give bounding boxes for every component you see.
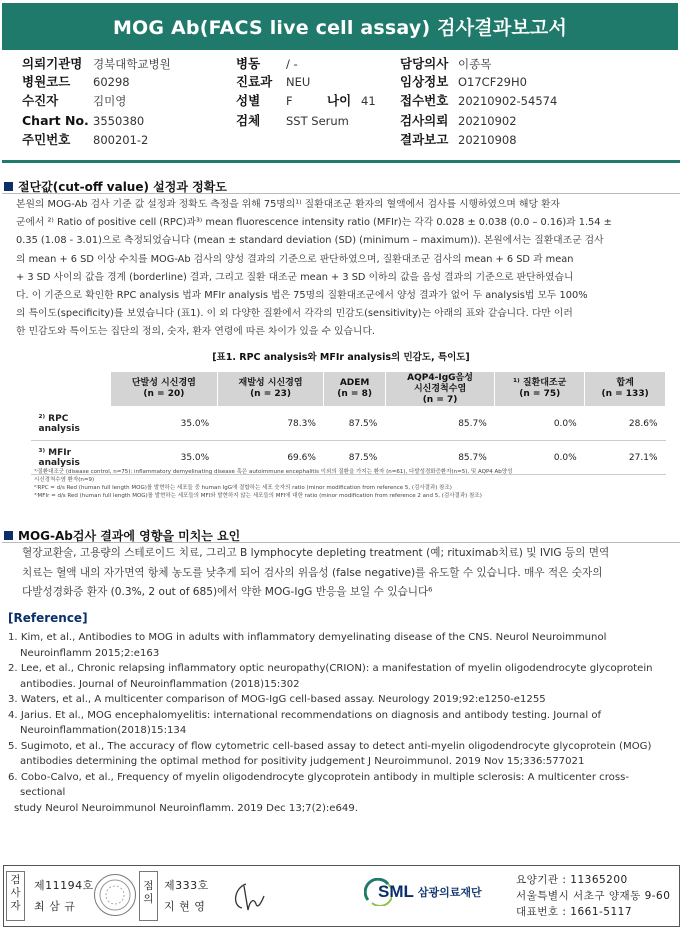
table-cell: 87.5%	[324, 441, 385, 475]
section-factors-underline	[2, 542, 680, 543]
cutoff-line: 군에서 ²⁾ Ratio of positive cell (RPC)과³⁾ mean fluorescence intensity ratio (MFIr)는 각각 0.028 ± 0.038 (0.0 – 0.16)과 1.54 ±	[16, 217, 612, 229]
sex-value: F	[286, 94, 293, 108]
reviewer-vertical-label	[139, 871, 158, 921]
header-divider	[2, 160, 680, 163]
reviewer-number: 제333호	[164, 879, 209, 892]
reference-item: 6. Cobo-Calvo, et al., Frequency of myelin oligodendrocyte glycoprotein antibody in multiple sclerosis: A multicenter cross-sectional	[8, 771, 629, 798]
reference-item: 5. Sugimoto, et al., The accuracy of flow cytometric cell-based assay to detect anti-myelin oligodendrocyte glycoprotein (MOG) antibodies determining the optimal method for positivity judgement J Neuroimmunol. 2019 Nov 15;336:577021	[8, 740, 652, 767]
request-date-value: 20210902	[458, 114, 517, 128]
examiner-number: 제11194호	[34, 879, 94, 892]
sml-org-name: 삼광의료재단	[417, 886, 482, 899]
sensitivity-table	[30, 371, 666, 475]
vlabel-char: 자	[10, 900, 21, 912]
hospital-value: 경북대학교병원	[93, 57, 171, 71]
cutoff-line: 의 특이도(specificity)를 보였습니다 (표1). 이 외 다양한 질환에서 각각의 민감도(sensitivity)는 아래의 표와 같습니다. 다만 이러	[16, 308, 573, 320]
reference-item: 2. Lee, et al., Chronic relapsing inflammatory optic neuropathy(CRION): a manifestation of myelin oligodendrocyte glycoprotein antibodies. Journal of Neuroinflammation (2018)15:302	[8, 663, 653, 690]
hospital-label: 의뢰기관명	[22, 56, 83, 71]
table-cell: 28.6%	[585, 407, 666, 441]
factors-line: 다발성경화증 환자 (0.3%, 2 out of 685)에서 약한 MOG-IgG 반응을 보일 수 있습니다⁶	[22, 586, 433, 598]
age-label: 나이	[327, 93, 352, 108]
references-title: [Reference]	[8, 611, 88, 625]
references-list	[8, 630, 658, 816]
section-factors-title: MOG-Ab검사 결과에 영향을 미치는 요인	[4, 527, 240, 544]
table-cell: 35.0%	[111, 407, 218, 441]
chart-no-value: 3550380	[93, 114, 145, 128]
sml-logo-text: SML	[378, 882, 414, 901]
table-header-cell: ¹⁾ 질환대조군 (n = 75)	[495, 372, 585, 407]
table-cell: 0.0%	[495, 441, 585, 475]
clinical-info-label: 임상정보	[400, 74, 449, 89]
vlabel-char: 의	[143, 893, 154, 905]
reference-item: 3. Waters, et al., A multicenter comparison of MOG-IgG cell-based assay. Neurology 2019;92:e1250-e1255	[8, 694, 546, 705]
square-bullet-icon	[4, 531, 13, 540]
examiner-name: 최 삼 규	[34, 900, 76, 913]
report-date-value: 20210908	[458, 133, 517, 147]
org-phone: 대표번호 : 1661-5117	[516, 906, 633, 918]
table-cell: 35.0%	[111, 441, 218, 475]
footnote-line: ³⁾MFIr = d/s Red (human full length MOG)를 발현하는 세포들의 MFI와 발현하지 않는 세포들의 MFI에 대한 ratio (minor modification from reference 2 and 5, (검사결과) 참조)	[34, 493, 482, 499]
cutoff-line: 본원의 MOG-Ab 검사 기준 값 설정과 정확도 측정을 위해 75명의¹⁾ 질환대조군 환자의 혈액에서 검사를 시행하였으며 해당 환자	[16, 199, 560, 210]
patient-info	[0, 52, 682, 162]
table-cell: 87.5%	[324, 407, 385, 441]
table-cell: 0.0%	[495, 407, 585, 441]
footer-box	[3, 865, 680, 927]
signature-icon	[226, 876, 268, 918]
resident-no-label: 주민번호	[22, 132, 71, 147]
cutoff-line: 다. 이 기준으로 확인한 RPC analysis 법과 MFIr analysis 법은 75명의 질환대조군에서 양성 결과가 없어 두 analysis법 모두 100%	[16, 290, 588, 302]
cutoff-line: 한 민감도와 특이도는 집단의 정의, 숫자, 환자 연령에 따른 차이가 있을 수 있습니다.	[16, 326, 376, 338]
chart-no-label: Chart No.	[22, 113, 89, 128]
examiner-vertical-label	[6, 871, 25, 921]
section-cutoff-title: 절단값(cut-off value) 설정과 정확도	[4, 178, 227, 195]
table-cell: 69.6%	[217, 441, 324, 475]
reviewer-name: 지 현 영	[164, 900, 206, 913]
hospital-code-label: 병원코드	[22, 74, 71, 89]
factors-line: 혈장교환술, 고용량의 스테로이드 치료, 그리고 B lymphocyte depleting treatment (예; rituximab치료) 및 IVIG 등의 면역	[22, 547, 610, 559]
reference-item: 4. Jarius. Et al., MOG encephalomyelitis: international recommendations on diagnosis and antibody testing. Journal of Neuroinflammation(2018)15:134	[8, 709, 602, 736]
table-cell: 85.7%	[385, 407, 494, 441]
table-row	[31, 407, 666, 441]
table-header-cell: ADEM (n = 8)	[324, 372, 385, 407]
table-cell: 85.7%	[385, 441, 494, 475]
table-header-cell	[31, 372, 111, 407]
table-cell: 27.1%	[585, 441, 666, 475]
ward-value: / -	[286, 57, 298, 71]
doctor-label: 담당의사	[400, 56, 449, 71]
section-cutoff-underline	[2, 193, 680, 194]
department-label: 진료과	[236, 74, 273, 89]
report-title: MOG Ab(FACS live cell assay) 검사결과보고서	[2, 3, 678, 50]
vlabel-char: 검	[10, 874, 21, 886]
table-header-cell: 재발성 시신경염 (n = 23)	[217, 372, 324, 407]
table-header-cell: 합계 (n = 133)	[585, 372, 666, 407]
cutoff-line: 의 mean + 6 SD 이상 수치를 MOG-Ab 검사의 양성 결과의 기준으로 판단하였으며, 질환대조군 검사의 mean + 6 SD 과 mean	[16, 253, 574, 265]
reference-item: 1. Kim, et al., Antibodies to MOG in adults with inflammatory demyelinating disease of the CNS. Neurol Neuroimmunol Neuroinflamm 2015;2:e163	[8, 632, 607, 659]
ward-label: 병동	[236, 56, 261, 71]
doctor-value: 이종목	[458, 57, 492, 71]
cutoff-line: + 3 SD 사이의 값을 경계 (borderline) 결과, 그리고 질환 대조군 mean + 3 SD 이하의 값을 음성 결과의 기준으로 판단하였습니	[16, 271, 574, 283]
section-cutoff-body	[16, 196, 640, 342]
request-date-label: 검사의뢰	[400, 113, 449, 128]
stamp-seal-icon	[94, 874, 136, 916]
patient-name-value: 김미영	[93, 94, 127, 108]
table-header-cell: AQP4-IgG음성 시신경척수염 (n = 7)	[385, 372, 494, 407]
row-header: ²⁾ RPC analysis	[31, 407, 111, 441]
vlabel-char: 점	[143, 880, 154, 892]
report-date-label: 결과보고	[400, 132, 449, 147]
hospital-code-value: 60298	[93, 75, 130, 89]
age-value: 41	[361, 94, 376, 108]
clinical-info-value: O17CF29H0	[458, 75, 527, 89]
footnote-line: ¹⁾질환대조군 (disease control, n=75): inflammatory demyelinating disease 혹은 autoimmune encephalitis 이외의 질환을 가지는 환자 (n=61), 다발성경화증환자(n=5), 및 AQP4 Ab양성	[34, 469, 513, 475]
org-address: 서울특별시 서초구 양재동 9-60	[516, 890, 671, 902]
resident-no-value: 800201-2	[93, 133, 149, 147]
sml-logo	[364, 878, 482, 906]
table-header-row	[31, 372, 666, 407]
reference-item: study Neurol Neuroimmunol Neuroinflamm. 2019 Dec 13;7(2):e649.	[14, 802, 358, 814]
table-header-cell: 단발성 시신경염 (n = 20)	[111, 372, 218, 407]
table-cell: 78.3%	[217, 407, 324, 441]
specimen-value: SST Serum	[286, 114, 349, 128]
table-caption: [표1. RPC analysis와 MFIr analysis의 민감도, 특이도]	[212, 352, 470, 363]
table-footnotes	[34, 468, 654, 500]
footnote-line: ²⁾RPC = d/s Red (human full length MOG)를 발현하는 세포들 중 human IgG에 결합하는 세포 숫자의 ratio (minor modification from reference 5, (검사결과) 참조)	[34, 485, 452, 491]
factors-line: 치료는 혈액 내의 자가면역 항체 농도를 낮추게 되어 검사의 위음성 (false negative)를 유도할 수 있습니다. 매우 적은 숫자의	[22, 566, 603, 579]
sex-label: 성별	[236, 93, 261, 108]
square-bullet-icon	[4, 182, 13, 191]
row-header: ³⁾ MFIr analysis	[31, 441, 111, 475]
specimen-label: 검체	[236, 113, 261, 128]
org-code: 요양기관 : 11365200	[516, 874, 628, 886]
vlabel-char: 사	[10, 887, 21, 899]
footnote-line: 시신경척수염 환자(n=9)	[34, 477, 95, 483]
cutoff-line: 0.35 (1.08 - 3.01)으로 측정되었습니다 (mean ± standard deviation (SD) (minimum – maximum)). 본원에서는 질환대조군 검사	[16, 235, 604, 247]
patient-name-label: 수진자	[22, 93, 59, 108]
receipt-no-label: 접수번호	[400, 93, 449, 108]
receipt-no-value: 20210902-54574	[458, 94, 558, 108]
section-factors-body	[22, 544, 632, 603]
department-value: NEU	[286, 75, 311, 89]
